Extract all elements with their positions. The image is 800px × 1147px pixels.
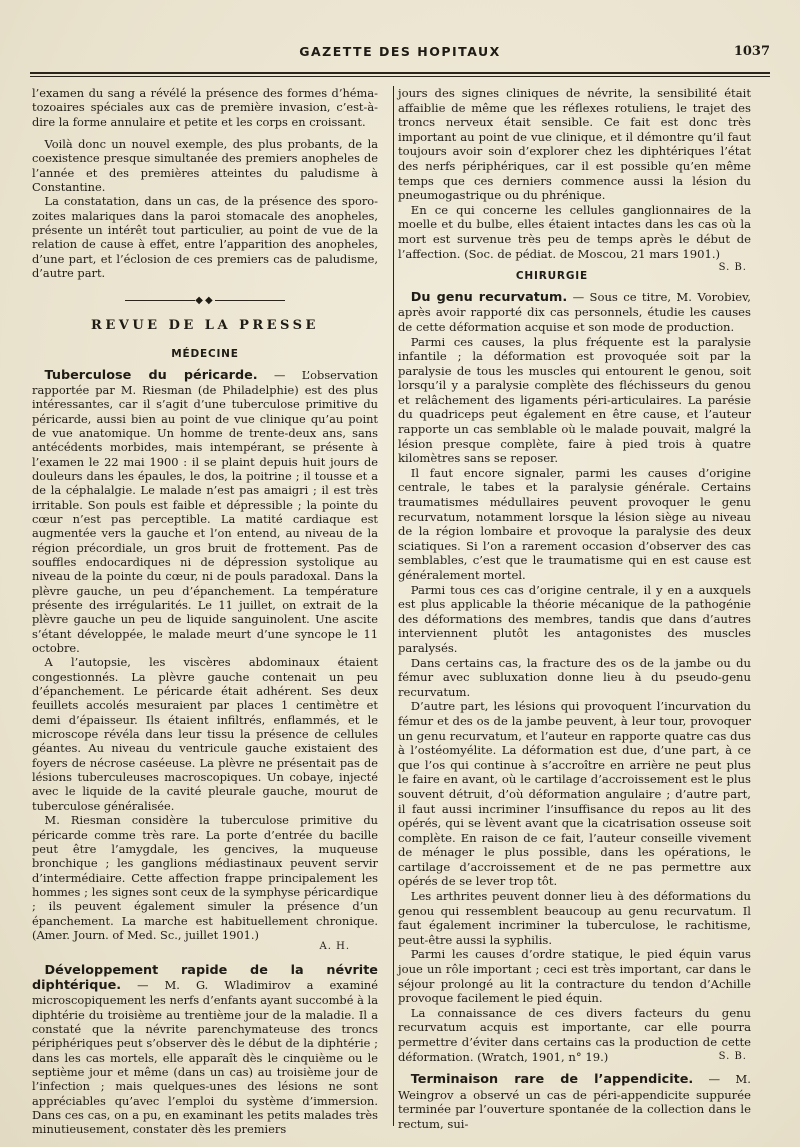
article-title-nevrite: Développement rapide de la névrite diphtérique. [32,962,378,993]
article-genu-p6: D’autre part, les lésions qui provoquent l’incurvation du fémur et des os de la jambe peuvent, à leur tour, provoquer un genu recurvatum, et l’auteur en rapporte quatre cas dus à l’ostéomyélite. La déformation est due, d’une part, à ce que l’os qui continue à s’accroître en arrière ne peut plus le faire en avant, où le cartilage d’accroissement est le plus souvent détruit, d’où déformation angulaire ; d’autre part, il faut aussi incriminer l’insuffisance du repos au lit des opérés, qui se lèvent avant que la cicatrisation osseuse soit complète. En raison de ce fait, l’auteur conseille vivement de ménager le plus possible, dans les opérations, le cartilage d’accroissement et de ne pas permettre aux opérés de se lever trop tôt. [398,699,751,889]
journal-title: GAZETTE DES HOPITAUX [299,44,501,59]
article-title-tuberculose: Tuberculose du péricarde. [44,367,258,383]
section-heading-medecine: MÉDECINE [171,348,239,361]
article-title-genu-recurvatum: Du genu recurvatum. [410,289,568,305]
column-separator [393,86,394,1126]
article-genu-p8: Parmi les causes d’ordre statique, le pied équin varus joue un rôle important ; ceci est très important, car dans le séjour prolongé au lit la contracture du tendon d’Achille provoque facilement le pied équin. [398,947,751,1006]
intro-paragraph-3: La constatation, dans un cas, de la présence des sporo-zoites malariques dans la paroi stomacale des anopheles, présente un intérêt tout particulier, au point de vue de la relation de cause à effet, entre l’apparition des anopheles, d’une part, et l’éclosion de ces premiers cas de paludisme, d’autre part. [32,194,378,281]
intro-paragraph-1: l’examen du sang a révélé la présence des formes d’héma-tozoaires spéciales aux cas de première invasion, c’est-à-dire la forme annulaire et petite et les corps en croissant. [32,86,378,129]
article-nevrite-p2-text: En ce qui concerne les cellules ganglionnaires de la moelle et du bulbe, elles étaient intactes dans les cas où la mort est survenue très peu de temps après le début de l’affection. (Soc. de pédiat. de Moscou, 21 mars 1901.) [398,202,751,261]
article-appendicite [398,1072,751,1131]
article-nevrite-p2 [398,202,751,274]
article-genu-recurvatum [398,290,751,335]
header-rule-thin [30,76,770,77]
section-heading-chirurgie: CHIRURGIE [515,270,588,283]
article-nevrite-p1: — M. G. Wladimirov a examiné microscopiquement les nerfs d’enfants ayant succombé à la diphtérie du troisième au trentième jour de la maladie. Il a constaté que la névrite parenchymateuse des troncs périphériques peut s’observer dès le début de la diphtérie ; dans les cas mortels, elle apparaît dès le cinquième ou le septième jour et même (dans un cas) au troisième jour de l’infection ; mais quelques-unes des lésions ne sont appréciables qu’avec l’emploi du système d’immersion. Dans ces cas, on a pu, en examinant les petits malades très minutieusement, constater dès les premiers [32,977,378,1137]
section-title-revue: REVUE DE LA PRESSE [91,317,319,333]
ornament-divider: ◆◆ [32,294,378,308]
article-genu-p9 [398,1006,751,1064]
article-genu-p3: Il faut encore signaler, parmi les causes d’origine centrale, le tabes et la paralysie générale. Certains traumatismes médullaires peuvent provoquer le genu recurvatum, notamment lorsque la lésion siège au niveau de la région lombaire et provoque la paralysie des deux sciatiques. Si l’on a rarement occasion d’observer des cas semblables, c’est que le traumatisme qui en est cause est généralement mortel. [398,465,751,582]
article-appendicite-p1: — M. Weingrov a observé un cas de péri-appendicite suppurée terminée par l’ouverture spontanée de la collection dans le rectum, sui- [398,1072,751,1131]
page-header [30,44,770,64]
article-genu-p2: Parmi ces causes, la plus fréquente est la paralysie infantile ; la déformation est provoquée soit par la paralysie de tous les muscles qui entourent le genou, soit lorsqu’il y a paralysie complète des fléchisseurs du genou et relâchement des ligaments péri-articulaires. La parésie du quadriceps peut également en être cause, et l’auteur rapporte un cas semblable où le malade pouvait, malgré la lésion presque complète, faire à pied trois à quatre kilomètres sans se reposer. [398,334,751,466]
article-tuberculose-p3: M. Riesman considère la tuberculose primitive du péricarde comme très rare. La porte d’entrée du bacille peut être l’amygdale, les gencives, la muqueuse bronchique ; les ganglions médiastinaux peuvent servir d’intermédiaire. Cette affection frappe principalement les hommes ; les signes sont ceux de la symphyse péricardique ; ils peuvent également simuler la présence d’un épanchement. La marche est habituellement chronique. (Amer. Journ. of Med. Sc., juillet 1901.) [32,813,378,942]
article-nevrite [32,963,378,1137]
signature-tuberculose: A. H. [319,941,350,953]
right-column [398,86,751,1132]
article-tuberculose-p2: A l’autopsie, les viscères abdominaux étaient congestionnés. La plèvre gauche contenait un peu d’épanchement. Le péricarde était adhérent. Ses deux feuillets accolés mesuraient par places 1 centimètre et demi d’épaisseur. Ils étaient infiltrés, enflammés, et le microscope révéla dans leur tissu la présence de cellules géantes. Au niveau du ventricule gauche existaient des foyers de nécrose caséeuse. La plèvre ne présentait pas de lésions tuberculeuses macroscopiques. Un cobaye, injecté avec le liquide de la cavité pleurale gauche, mourut de tuberculose généralisée. [32,655,378,813]
signature-genu: S. B. [718,1050,747,1062]
article-genu-p1: — Sous ce titre, M. Vorobiev, après avoir rapporté dix cas personnels, étudie les causes de cette déformation acquise et son mode de production. [398,289,751,334]
left-column [32,86,378,1137]
signature-nevrite: S. B. [718,262,747,274]
header-rule-thick [30,72,770,74]
article-genu-p5: Dans certains cas, la fracture des os de la jambe ou du fémur avec subluxation donne lieu à du pseudo-genu recurvatum. [398,655,751,699]
article-tuberculose-p1: — L’observation rapportée par M. Riesman (de Philadelphie) est des plus intéressantes, car il s’agit d’une tuberculose primitive du péricarde, aussi bien au point de vue clinique qu’au point de vue anatomique. Un homme de trente-deux ans, sans antécédents morbides, mais intempérant, se présente à l’examen le 22 mai 1900 : il se plaint depuis huit jours de douleurs dans les épaules, le dos, la poitrine ; il tousse et a de la céphalalgie. Le malade n’est pas amaigri ; il est très irritable. Son pouls est faible et dépressible ; la pointe du cœur n’est pas perceptible. La matité cardiaque est augmentée vers la gauche et l’on entend, au niveau de la région précordiale, un gros bruit de frottement. Pas de souffles endocardiques ni de dépression systolique au niveau de la pointe du cœur, ni de pouls paradoxal. Dans la plèvre gauche, un peu d’épanchement. La température présente des irrégularités. Le 11 juillet, on extrait de la plèvre gauche un peu de liquide sanguinolent. Une ascite s’étant développée, le malade meurt d’une syncope le 11 octobre. [32,367,378,656]
article-nevrite-continued: jours des signes cliniques de névrite, la sensibilité était affaiblie de même que les réflexes rotuliens, le trajet des troncs nerveux était sensible. Ce fait est donc très important au point de vue clinique, et il démontre qu’il faut toujours avoir soin d’explorer chez les diphtériques l’état des nerfs périphériques, car il est possible qu’en même temps que ces derniers commence aussi la lésion du pneumogastrique ou du phrénique. [398,86,751,203]
page-number: 1037 [733,44,770,59]
article-genu-p9-text: La connaissance de ces divers facteurs du genu recurvatum acquis est importante, car elle pourra permettre d’éviter dans certains cas la production de cette déformation. (Wratch, 1901, n° 19.) [398,1005,751,1064]
intro-paragraph-2: Voilà donc un nouvel exemple, des plus probants, de la coexistence presque simultanée des premiers anopheles de l’année et des premières atteintes du paludisme à Constantine. [32,137,378,195]
article-genu-p4: Parmi tous ces cas d’origine centrale, il y en a auxquels est plus applicable la théorie mécanique de la pathogénie des déformations des membres, tandis que dans d’autres interviennent plutôt les antagonistes des muscles paralysés. [398,582,751,655]
article-title-appendicite: Terminaison rare de l’appendicite. [410,1072,694,1088]
article-tuberculose [32,368,378,656]
article-genu-p7: Les arthrites peuvent donner lieu à des déformations du genou qui ressemblent beaucoup au genu recurvatum. Il faut également incriminer la tuberculose, le rachitisme, peut-être aussi la syphilis. [398,889,751,947]
